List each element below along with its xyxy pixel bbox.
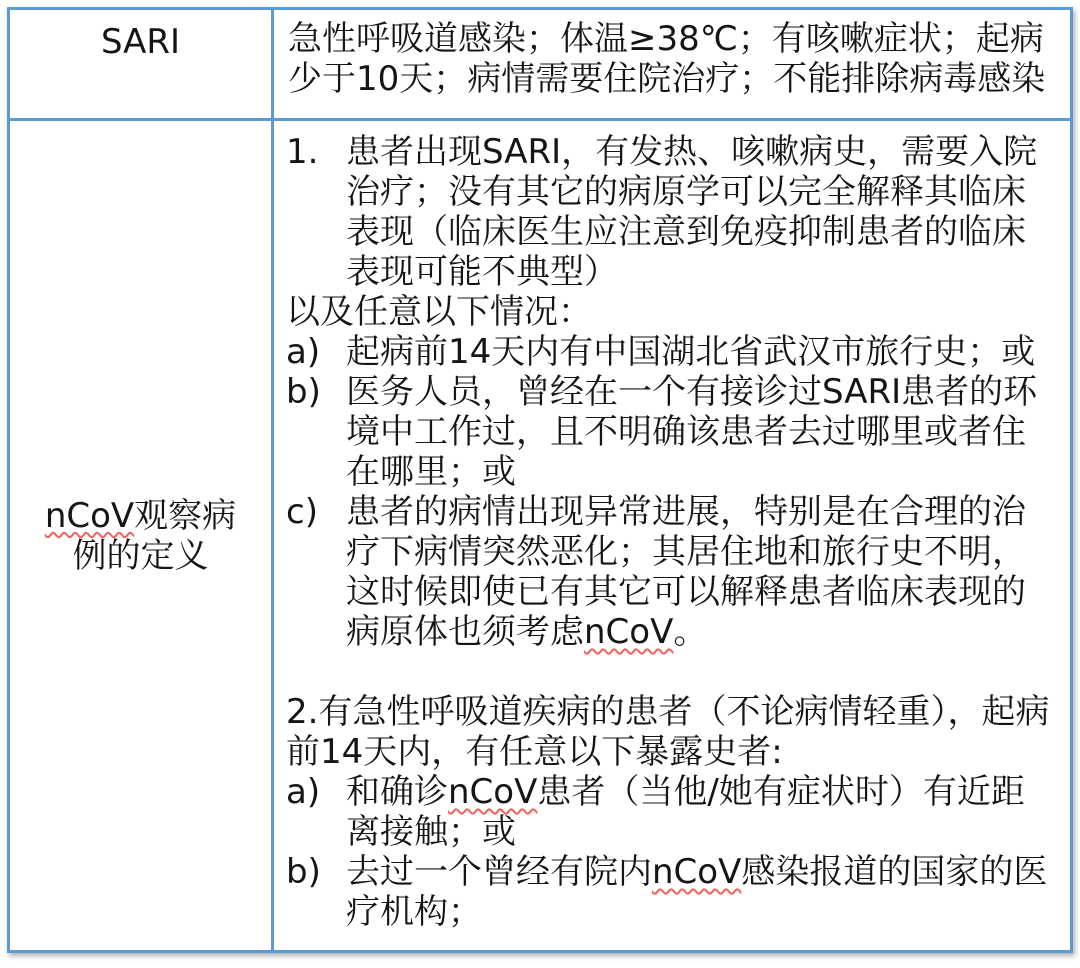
sari-term-cell: [10, 10, 274, 121]
lettered-item: [286, 492, 1054, 652]
text-run: 患者（当他/她有症状时）有近距离接触；或: [346, 772, 1025, 852]
list-text: [346, 772, 1025, 852]
list-marker: 1.: [286, 132, 319, 172]
ncov-term-cell: [10, 121, 274, 950]
text-run: 以及任意以下情况：: [286, 292, 592, 332]
list-text: [346, 852, 1047, 932]
ncov-definition-cell: [274, 121, 1070, 950]
misspelled-term: nCoV: [584, 612, 674, 652]
ncov-term-label: [28, 496, 253, 576]
misspelled-term: nCoV: [44, 495, 135, 536]
numbered-item: [286, 132, 1054, 292]
list-marker: b): [286, 372, 321, 412]
lettered-item: [286, 372, 1054, 492]
text-run: 。: [673, 612, 708, 652]
lettered-item: [286, 852, 1054, 932]
text-run: 患者出现SARI，有发热、咳嗽病史，需要入院治疗；没有其它的病原学可以完全解释其临床表现（临床医生应注意到免疫抑制患者的临床表现可能不典型）: [346, 132, 1038, 292]
text-run: 2.有急性呼吸道疾病的患者（不论病情轻重），起病前14天内，有任意以下暴露史者:: [286, 692, 1050, 772]
text-run: 起病前14天内有中国湖北省武汉市旅行史；或: [346, 332, 1036, 372]
list-marker: c): [286, 492, 318, 532]
text-run: 感染报道的国家的医疗机构；: [346, 852, 1048, 932]
text-run: 去过一个曾经有院内: [346, 852, 652, 892]
misspelled-term: nCoV: [652, 852, 742, 892]
text-run: 患者的病情出现异常进展，特别是在合理的治疗下病情突然恶化；其居住地和旅行史不明，这时候即使已有其它可以解释患者临床表现的病原体也须考虑: [346, 492, 1026, 652]
paragraph: [286, 692, 1054, 772]
list-text: [346, 492, 1026, 652]
definition-table: [7, 7, 1073, 953]
sari-term-label: SARI: [100, 22, 181, 62]
misspelled-term: nCoV: [448, 772, 538, 812]
list-text: [346, 332, 1035, 372]
list-marker: a): [286, 772, 321, 812]
text-run: 医务人员，曾经在一个有接诊过SARI患者的环境中工作过，且不明确该患者去过哪里或者住在哪里；或: [346, 372, 1038, 492]
lettered-item: [286, 332, 1054, 372]
definition-blocks: [286, 132, 1054, 932]
sari-definition-cell: [274, 10, 1070, 121]
list-text: [346, 132, 1037, 292]
text-run: 和确诊: [346, 772, 448, 812]
paragraph: [286, 292, 1054, 332]
list-marker: a): [286, 332, 321, 372]
list-text: [346, 372, 1037, 492]
lettered-item: [286, 772, 1054, 852]
vertical-spacer: [286, 652, 1054, 692]
list-marker: b): [286, 852, 321, 892]
text-run: 观察病例的定义: [72, 495, 237, 576]
sari-definition-text: 急性呼吸道感染；体温≥38℃；有咳嗽症状；起病少于10天；病情需要住院治疗；不能排除病毒感染: [288, 19, 1046, 99]
